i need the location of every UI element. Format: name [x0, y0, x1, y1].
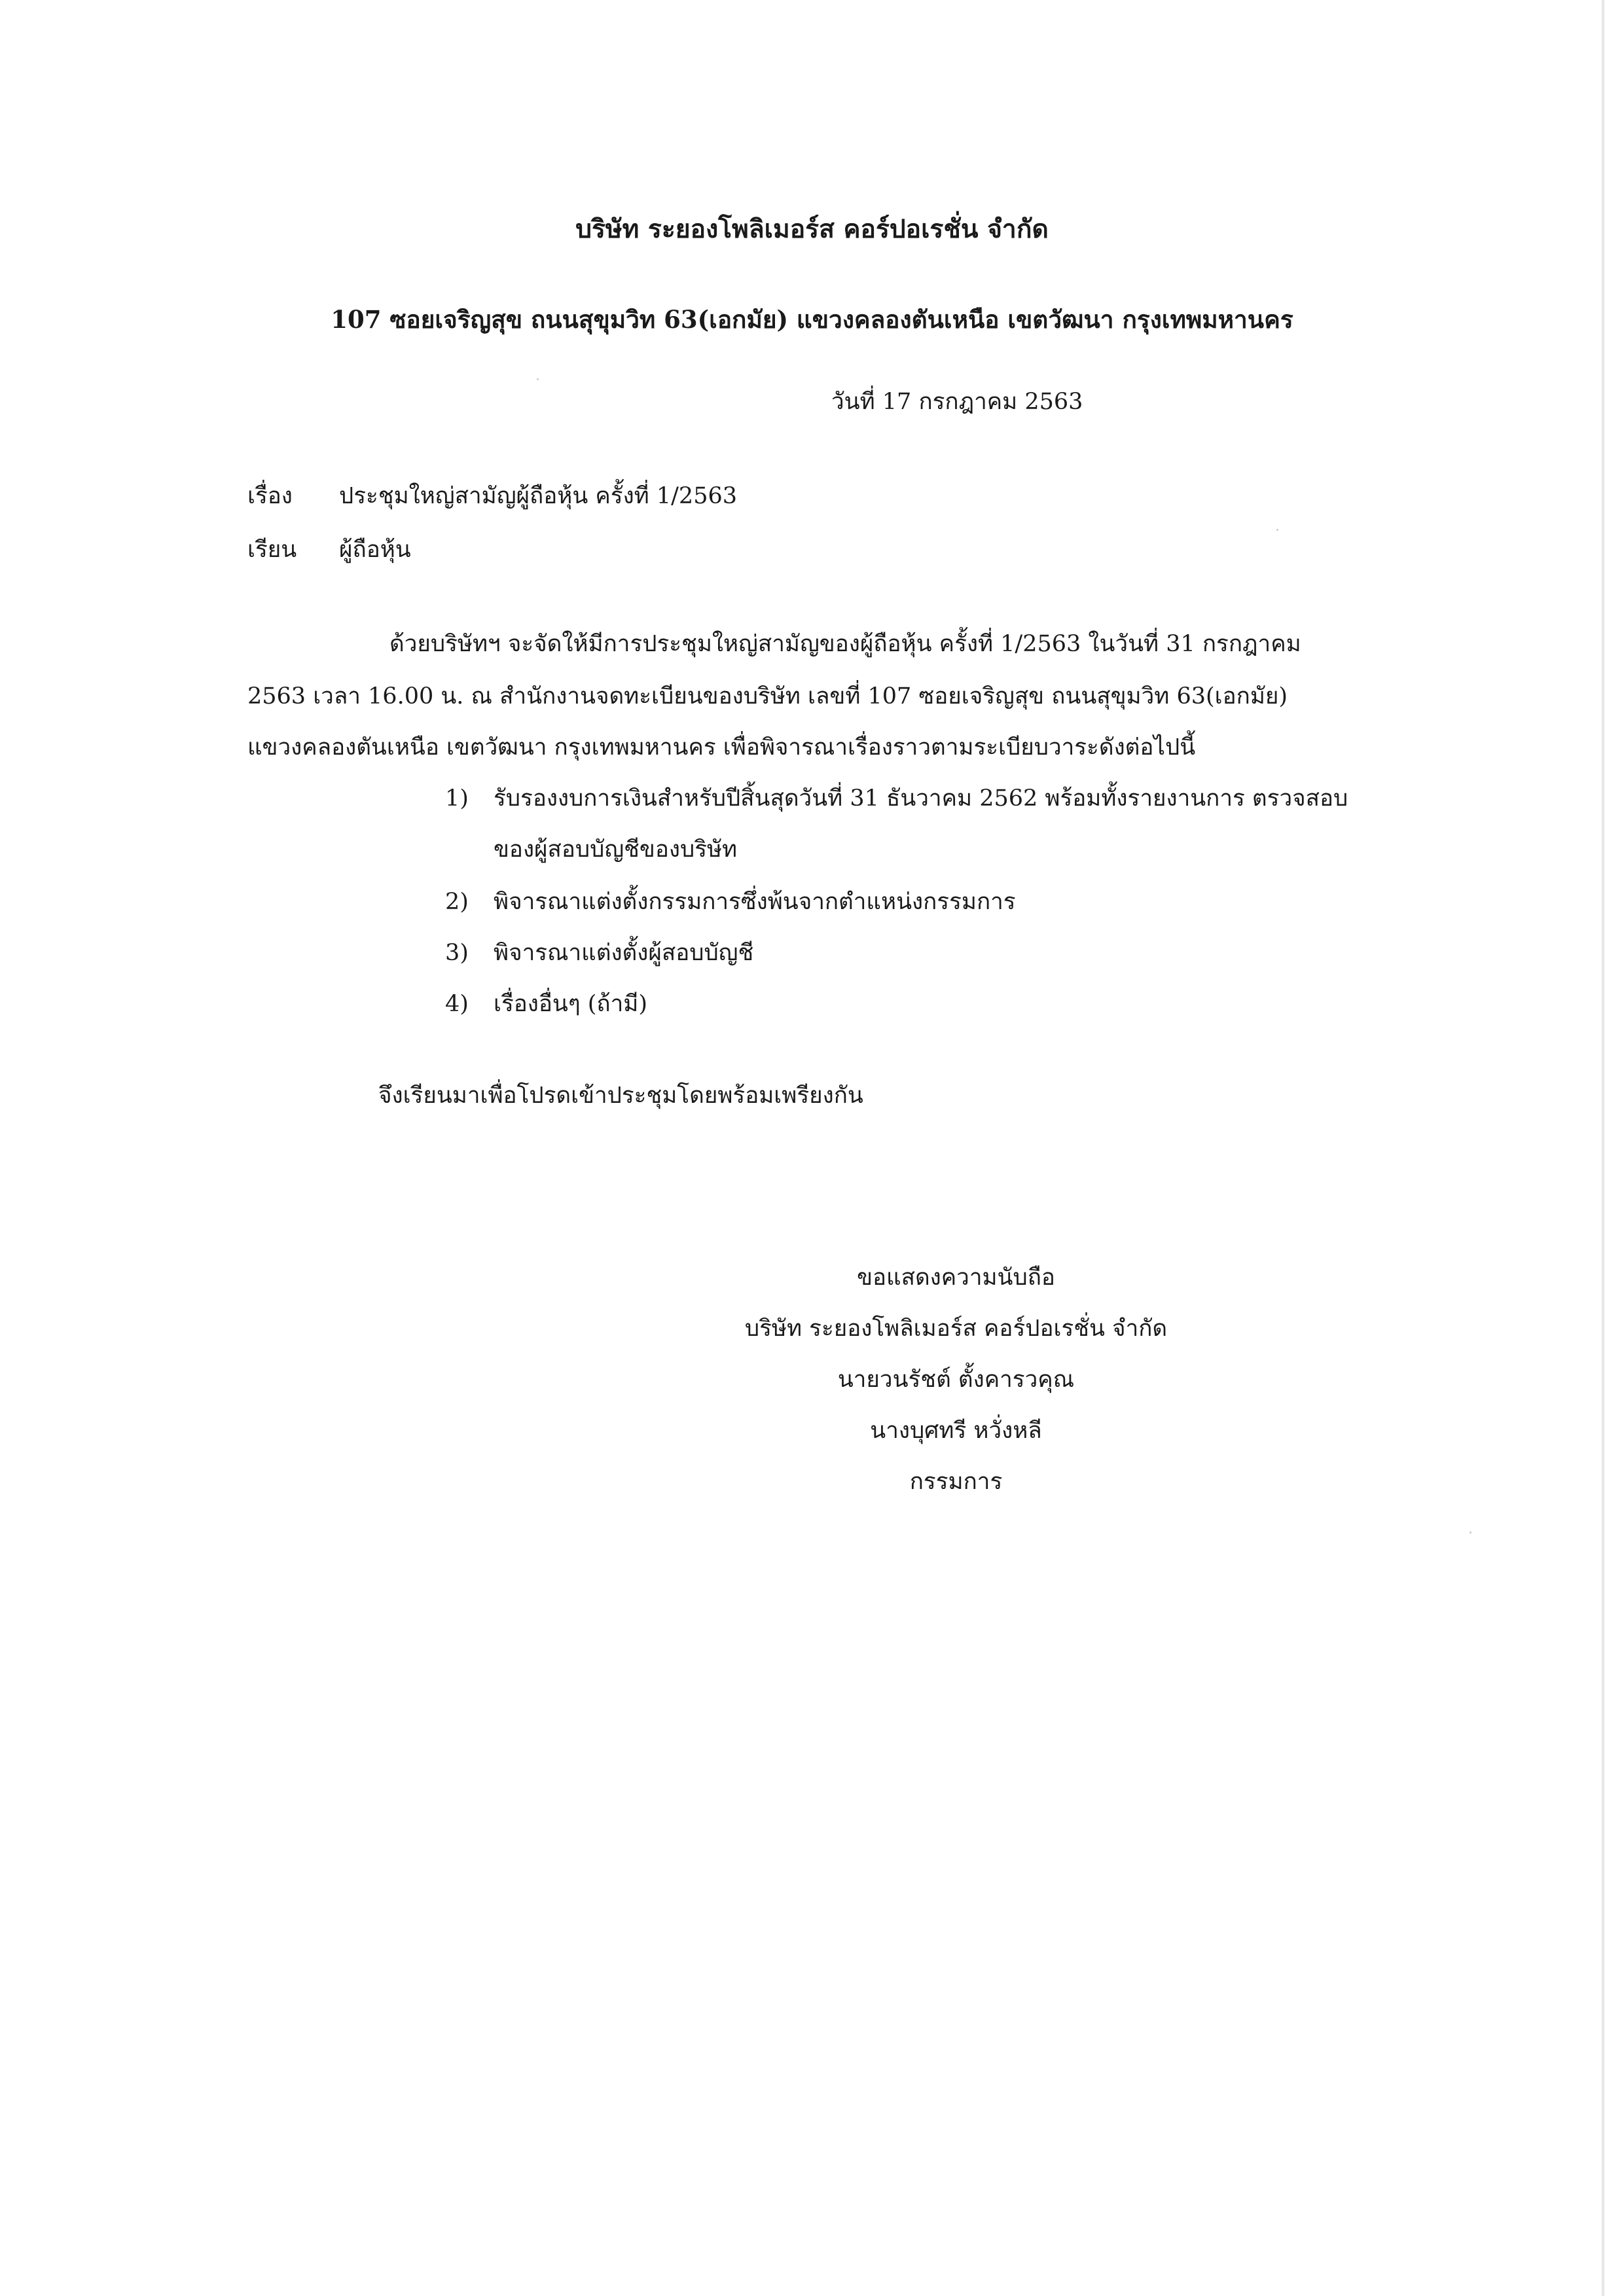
body-text-line: ด้วยบริษัทฯ จะจัดให้มีการประชุมใหญ่สามัญของผู้ถือหุ้น ครั้งที่ 1/2563 ในวันที่ 31 กรกฎาคม — [389, 631, 1301, 657]
agenda-item-text: พิจารณาแต่งตั้งกรรมการซึ่งพ้นจากตำแหน่งกรรมการ — [494, 889, 1016, 915]
signature-signer-2: นางบุศทรี หวั่งหลี — [870, 1418, 1042, 1444]
signature-regards: ขอแสดงความนับถือ — [857, 1265, 1055, 1291]
agenda-item-text: เรื่องอื่นๆ (ถ้ามี) — [494, 991, 647, 1017]
body-text-line: 2563 เวลา 16.00 น. ณ สำนักงานจดทะเบียนของบริษัท เลขที่ 107 ซอยเจริญสุข ถนนสุขุมวิท 63(เอกมัย) — [247, 683, 1288, 709]
agenda-item-number: 2) — [445, 889, 469, 915]
subject-label: เรื่อง — [247, 483, 293, 509]
subject-value: ประชุมใหญ่สามัญผู้ถือหุ้น ครั้งที่ 1/2563 — [339, 483, 738, 509]
scan-speck — [537, 378, 539, 380]
letter-date: วันที่ 17 กรกฎาคม 2563 — [831, 389, 1083, 415]
signature-position: กรรมการ — [909, 1469, 1003, 1495]
agenda-item-text-continued: ของผู้สอบบัญชีของบริษัท — [494, 836, 738, 863]
agenda-item-number: 1) — [445, 785, 469, 812]
company-address-heading: 107 ซอยเจริญสุข ถนนสุขุมวิท 63(เอกมัย) แขวงคลองตันเหนือ เขตวัฒนา กรุงเทพมหานคร — [331, 305, 1293, 334]
agenda-item-text: รับรองงบการเงินสำหรับปีสิ้นสุดวันที่ 31 ธันวาคม 2562 พร้อมทั้งรายงานการ ตรวจสอบ — [494, 785, 1348, 812]
recipient-value: ผู้ถือหุ้น — [339, 537, 411, 563]
agenda-item-number: 3) — [445, 940, 469, 966]
scan-speck — [1276, 529, 1278, 531]
company-name-heading: บริษัท ระยองโพลิเมอร์ส คอร์ปอเรชั่น จำกัด — [575, 214, 1049, 244]
body-text-line: แขวงคลองตันเหนือ เขตวัฒนา กรุงเทพมหานคร เพื่อพิจารณาเรื่องราวตามระเบียบวาระดังต่อไปนี้ — [247, 734, 1196, 761]
recipient-label: เรียน — [247, 537, 297, 563]
scan-speck — [1470, 1532, 1471, 1534]
signature-company: บริษัท ระยองโพลิเมอร์ส คอร์ปอเรชั่น จำกัด — [744, 1316, 1168, 1342]
closing-sentence: จึงเรียนมาเพื่อโปรดเข้าประชุมโดยพร้อมเพรียงกัน — [378, 1083, 863, 1109]
agenda-item-text: พิจารณาแต่งตั้งผู้สอบบัญชี — [494, 940, 754, 966]
signature-signer-1: นายวนรัชต์ ตั้งคารวคุณ — [837, 1367, 1075, 1393]
scan-edge-line — [1602, 0, 1604, 2296]
agenda-item-number: 4) — [445, 991, 469, 1017]
